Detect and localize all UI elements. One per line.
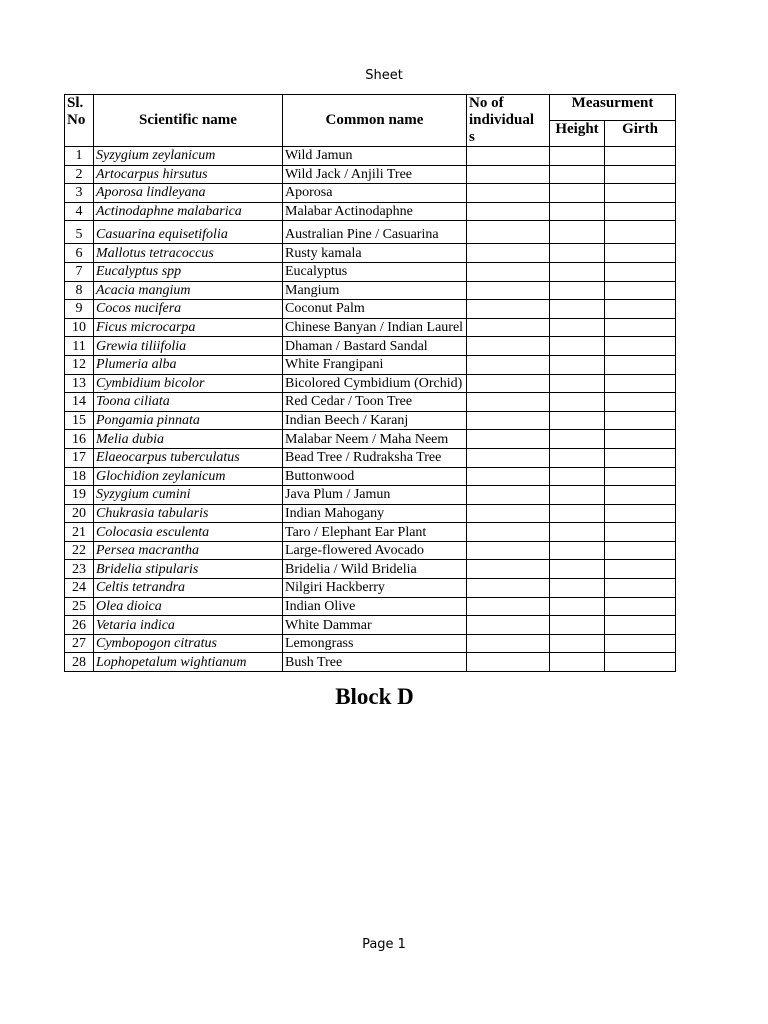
cell-common-name: Taro / Elephant Ear Plant [283,523,467,542]
cell-girth [605,221,676,244]
header-common-name: Common name [283,95,467,147]
header-sl-no: Sl. No [65,95,94,147]
cell-sl-no: 26 [65,616,94,635]
cell-no-of-individuals [467,411,550,430]
cell-scientific-name: Colocasia esculenta [94,523,283,542]
table-row [65,523,676,542]
cell-scientific-name: Syzygium cumini [94,486,283,505]
cell-scientific-name: Mallotus tetracoccus [94,244,283,263]
cell-common-name: Coconut Palm [283,300,467,319]
table-row [65,430,676,449]
header-measurement: Measurment [550,95,676,121]
cell-height [550,337,605,356]
table-row [65,486,676,505]
cell-common-name: Indian Beech / Karanj [283,411,467,430]
cell-no-of-individuals [467,374,550,393]
cell-girth [605,337,676,356]
cell-girth [605,244,676,263]
species-table [64,94,676,672]
cell-scientific-name: Toona ciliata [94,393,283,412]
cell-scientific-name: Persea macrantha [94,541,283,560]
cell-height [550,653,605,672]
cell-common-name: Malabar Actinodaphne [283,202,467,221]
table-row [65,616,676,635]
cell-scientific-name: Pongamia pinnata [94,411,283,430]
cell-no-of-individuals [467,165,550,184]
cell-sl-no: 15 [65,411,94,430]
cell-common-name: Red Cedar / Toon Tree [283,393,467,412]
cell-height [550,448,605,467]
cell-height [550,374,605,393]
cell-scientific-name: Syzygium zeylanicum [94,147,283,166]
cell-scientific-name: Aporosa lindleyana [94,184,283,203]
cell-no-of-individuals [467,202,550,221]
cell-scientific-name: Chukrasia tabularis [94,504,283,523]
cell-common-name: Wild Jamun [283,147,467,166]
cell-no-of-individuals [467,560,550,579]
cell-height [550,202,605,221]
cell-sl-no: 7 [65,262,94,281]
cell-height [550,281,605,300]
page-footer: Page 1 [362,937,406,952]
table-row [65,244,676,263]
cell-height [550,262,605,281]
cell-sl-no: 22 [65,541,94,560]
cell-girth [605,616,676,635]
cell-scientific-name: Cymbidium bicolor [94,374,283,393]
cell-no-of-individuals [467,221,550,244]
cell-sl-no: 8 [65,281,94,300]
cell-girth [605,523,676,542]
table-row [65,393,676,412]
cell-common-name: Indian Olive [283,597,467,616]
cell-no-of-individuals [467,541,550,560]
cell-no-of-individuals [467,393,550,412]
cell-height [550,147,605,166]
cell-common-name: White Dammar [283,616,467,635]
cell-girth [605,597,676,616]
cell-girth [605,579,676,598]
cell-scientific-name: Ficus microcarpa [94,318,283,337]
table-row [65,221,676,244]
cell-common-name: Bush Tree [283,653,467,672]
cell-girth [605,541,676,560]
cell-girth [605,281,676,300]
cell-girth [605,147,676,166]
cell-height [550,634,605,653]
cell-sl-no: 9 [65,300,94,319]
block-title: Block D [335,684,414,709]
table-row [65,184,676,203]
cell-scientific-name: Cocos nucifera [94,300,283,319]
cell-scientific-name: Glochidion zeylanicum [94,467,283,486]
cell-height [550,300,605,319]
cell-no-of-individuals [467,300,550,319]
cell-girth [605,504,676,523]
table-row [65,504,676,523]
cell-no-of-individuals [467,486,550,505]
cell-common-name: Dhaman / Bastard Sandal [283,337,467,356]
cell-no-of-individuals [467,184,550,203]
cell-common-name: Malabar Neem / Maha Neem [283,430,467,449]
cell-common-name: Australian Pine / Casuarina [283,221,467,244]
table-row [65,448,676,467]
cell-sl-no: 12 [65,355,94,374]
cell-no-of-individuals [467,281,550,300]
cell-sl-no: 27 [65,634,94,653]
cell-no-of-individuals [467,355,550,374]
table-row [65,411,676,430]
cell-height [550,411,605,430]
cell-girth [605,202,676,221]
table-row [65,318,676,337]
cell-sl-no: 21 [65,523,94,542]
table-row [65,300,676,319]
table-row [65,262,676,281]
table-row [65,467,676,486]
cell-common-name: Indian Mahogany [283,504,467,523]
cell-sl-no: 14 [65,393,94,412]
cell-girth [605,355,676,374]
cell-height [550,616,605,635]
cell-scientific-name: Artocarpus hirsutus [94,165,283,184]
cell-height [550,597,605,616]
cell-common-name: Rusty kamala [283,244,467,263]
cell-sl-no: 1 [65,147,94,166]
cell-height [550,393,605,412]
cell-girth [605,411,676,430]
table-row [65,374,676,393]
header-no-of-individuals: No of individual s [467,95,550,147]
cell-scientific-name: Grewia tiliifolia [94,337,283,356]
cell-girth [605,486,676,505]
cell-scientific-name: Elaeocarpus tuberculatus [94,448,283,467]
cell-height [550,541,605,560]
cell-no-of-individuals [467,337,550,356]
cell-no-of-individuals [467,634,550,653]
cell-sl-no: 16 [65,430,94,449]
cell-scientific-name: Olea dioica [94,597,283,616]
cell-sl-no: 19 [65,486,94,505]
cell-height [550,504,605,523]
table-row [65,337,676,356]
cell-common-name: Java Plum / Jamun [283,486,467,505]
table-row [65,355,676,374]
cell-height [550,579,605,598]
cell-scientific-name: Plumeria alba [94,355,283,374]
table-row [65,560,676,579]
cell-scientific-name: Lophopetalum wightianum [94,653,283,672]
cell-no-of-individuals [467,616,550,635]
cell-sl-no: 23 [65,560,94,579]
cell-sl-no: 28 [65,653,94,672]
cell-girth [605,300,676,319]
cell-no-of-individuals [467,244,550,263]
cell-common-name: Bridelia / Wild Bridelia [283,560,467,579]
cell-girth [605,374,676,393]
cell-common-name: Large-flowered Avocado [283,541,467,560]
cell-height [550,430,605,449]
cell-scientific-name: Casuarina equisetifolia [94,221,283,244]
cell-no-of-individuals [467,430,550,449]
cell-common-name: Nilgiri Hackberry [283,579,467,598]
cell-scientific-name: Melia dubia [94,430,283,449]
cell-scientific-name: Vetaria indica [94,616,283,635]
cell-sl-no: 2 [65,165,94,184]
cell-no-of-individuals [467,448,550,467]
cell-girth [605,318,676,337]
cell-no-of-individuals [467,318,550,337]
cell-sl-no: 24 [65,579,94,598]
table-row [65,202,676,221]
cell-height [550,318,605,337]
cell-no-of-individuals [467,504,550,523]
cell-common-name: Mangium [283,281,467,300]
cell-scientific-name: Actinodaphne malabarica [94,202,283,221]
cell-scientific-name: Eucalyptus spp [94,262,283,281]
cell-girth [605,560,676,579]
cell-sl-no: 4 [65,202,94,221]
cell-common-name: Eucalyptus [283,262,467,281]
cell-no-of-individuals [467,597,550,616]
cell-sl-no: 6 [65,244,94,263]
page-header: Sheet [365,68,403,83]
cell-sl-no: 18 [65,467,94,486]
table-row [65,597,676,616]
header-girth: Girth [605,121,676,147]
header-height: Height [550,121,605,147]
cell-no-of-individuals [467,579,550,598]
cell-scientific-name: Bridelia stipularis [94,560,283,579]
cell-sl-no: 13 [65,374,94,393]
table-row [65,653,676,672]
cell-girth [605,184,676,203]
cell-girth [605,430,676,449]
cell-height [550,221,605,244]
cell-height [550,165,605,184]
cell-girth [605,448,676,467]
cell-no-of-individuals [467,262,550,281]
cell-height [550,467,605,486]
cell-girth [605,262,676,281]
cell-common-name: Aporosa [283,184,467,203]
cell-height [550,244,605,263]
cell-height [550,184,605,203]
cell-height [550,355,605,374]
cell-sl-no: 5 [65,221,94,244]
cell-sl-no: 10 [65,318,94,337]
cell-scientific-name: Cymbopogon citratus [94,634,283,653]
cell-girth [605,634,676,653]
cell-sl-no: 25 [65,597,94,616]
table-row [65,165,676,184]
cell-no-of-individuals [467,653,550,672]
cell-sl-no: 17 [65,448,94,467]
cell-height [550,523,605,542]
cell-common-name: Bicolored Cymbidium (Orchid) [283,374,467,393]
cell-sl-no: 20 [65,504,94,523]
cell-common-name: Bead Tree / Rudraksha Tree [283,448,467,467]
cell-sl-no: 11 [65,337,94,356]
cell-girth [605,165,676,184]
cell-common-name: White Frangipani [283,355,467,374]
cell-no-of-individuals [467,467,550,486]
cell-height [550,486,605,505]
table-row [65,579,676,598]
cell-common-name: Buttonwood [283,467,467,486]
cell-no-of-individuals [467,523,550,542]
cell-girth [605,393,676,412]
cell-sl-no: 3 [65,184,94,203]
cell-common-name: Chinese Banyan / Indian Laurel [283,318,467,337]
table-row [65,147,676,166]
table-row [65,634,676,653]
cell-height [550,560,605,579]
cell-girth [605,653,676,672]
cell-common-name: Wild Jack / Anjili Tree [283,165,467,184]
cell-common-name: Lemongrass [283,634,467,653]
cell-scientific-name: Celtis tetrandra [94,579,283,598]
header-scientific-name: Scientific name [94,95,283,147]
cell-girth [605,467,676,486]
table-row [65,541,676,560]
table-row [65,281,676,300]
cell-no-of-individuals [467,147,550,166]
cell-scientific-name: Acacia mangium [94,281,283,300]
